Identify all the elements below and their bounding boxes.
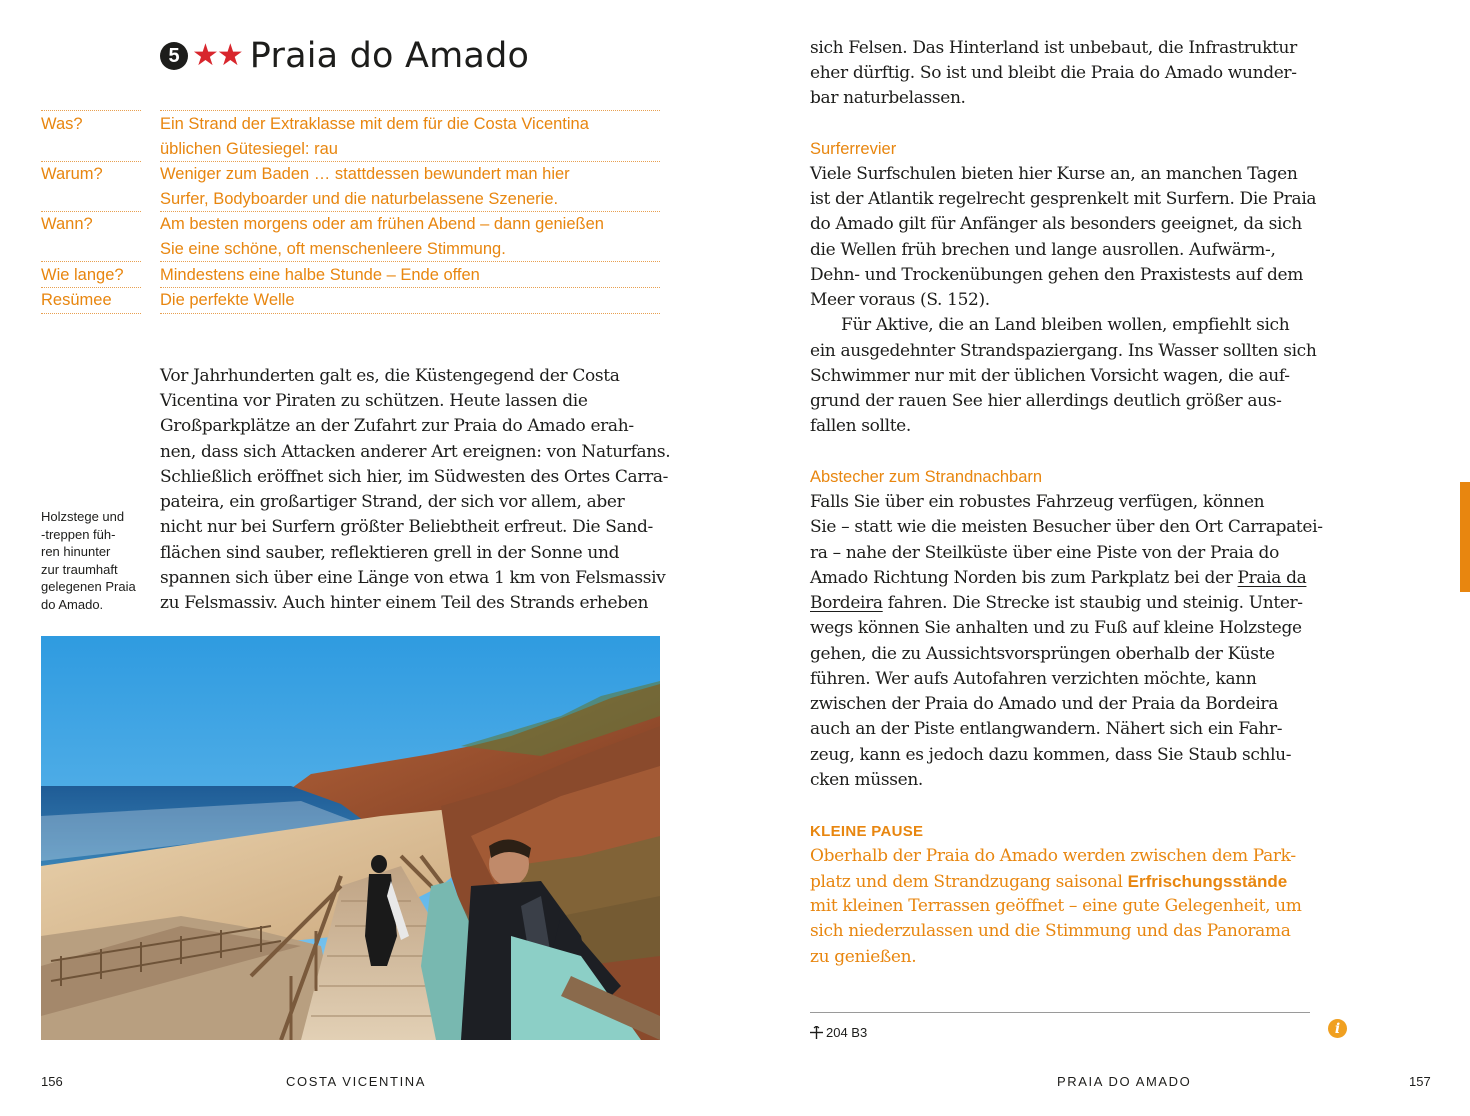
divider [160,261,660,262]
fact-label: Resümee [41,291,112,309]
text-line: spannen sich über eine Länge von etwa 1 km von Felsmassiv [160,568,666,588]
text-line: zeug, kann es jedoch dazu kommen, dass Sie Staub schlu- [810,745,1292,765]
text-line: Schwimmer nur mit der üblichen Vorsicht wagen, die auf- [810,366,1290,386]
text-line: Großparkplätze an der Zufahrt zur Praia do Amado erah- [160,416,634,436]
running-head-right: PRAIA DO AMADO [1057,1074,1192,1089]
text-line: fallen sollte. [810,416,911,436]
fact-value: Mindestens eine halbe Stunde – Ende offen [160,266,480,284]
fact-value: Sie eine schöne, oft menschenleere Stimmung. [160,240,506,258]
caption-line: gelegenen Praia [41,579,136,594]
divider [41,261,141,262]
text-span: platz und dem Strandzugang saisonal [810,872,1128,892]
text-line: gehen, die zu Aussichtsvorsprüngen oberhalb der Küste [810,644,1275,664]
text-line: Falls Sie über ein robustes Fahrzeug verfügen, können [810,492,1265,512]
beach-photo [41,636,660,1040]
text-line: zu Felsmassiv. Auch hinter einem Teil des Strands erheben [160,593,649,613]
text-line: eher dürftig. So ist und bleibt die Praia do Amado wunder- [810,63,1297,83]
page-number-left: 156 [41,1074,63,1089]
text-line: sich niederzulassen und die Stimmung und das Panorama [810,921,1291,941]
text-line: Schließlich eröffnet sich hier, im Südwesten des Ortes Carra- [160,467,669,487]
divider [160,110,660,111]
fact-label: Was? [41,115,83,133]
text-line: wegs können Sie anhalten und zu Fuß auf kleine Holzstege [810,618,1302,638]
link-bordeira[interactable]: Bordeira [810,593,883,613]
text-line: ist der Atlantik regelrecht gesprenkelt mit Surfern. Die Praia [810,189,1317,209]
fact-value: üblichen Gütesiegel: rau [160,140,338,158]
map-reference [810,1025,867,1040]
text-line: nicht nur bei Surfern größter Beliebtheit erfreut. Die Sand- [160,517,653,537]
fact-label: Warum? [41,165,103,183]
text-line: flächen sind sauber, reflektieren grell in der Sonne und [160,543,620,563]
text-line: Sie – statt wie die meisten Besucher über den Ort Carrapatei- [810,517,1323,537]
caption-line: -treppen füh- [41,527,116,542]
text-line [810,566,1306,591]
text-line: mit kleinen Terrassen geöffnet – eine gute Gelegenheit, um [810,896,1302,916]
rating-stars-icon: ★★ [192,38,242,73]
text-span: fahren. Die Strecke ist staubig und steinig. Unter- [882,593,1303,613]
divider [41,313,141,314]
text-line: Vor Jahrhunderten galt es, die Küstengegend der Costa [160,366,620,386]
text-line: auch an der Piste entlangwandern. Nähert sich ein Fahr- [810,719,1283,739]
divider [41,110,141,111]
entry-number-badge: 5 [160,42,188,70]
title-text: Praia do Amado [249,36,530,76]
text-line: pateira, ein großartiger Strand, der sich vor allem, aber [160,492,625,512]
caption-line: ren hinunter [41,544,111,559]
fact-value: Weniger zum Baden … stattdessen bewundert man hier [160,165,570,183]
fact-value: Die perfekte Welle [160,291,295,309]
map-reference-text: 204 B3 [826,1025,868,1040]
fact-label: Wann? [41,215,93,233]
text-line: ra – nahe der Steilküste über eine Piste von der Praia do [810,543,1279,563]
divider [810,1012,1310,1013]
caption-line: Holzstege und [41,509,125,524]
text-line: Viele Surfschulen bieten hier Kurse an, an manchen Tagen [810,164,1298,184]
text-line: Oberhalb der Praia do Amado werden zwischen dem Park- [810,846,1296,866]
map-compass-icon [810,1026,823,1039]
running-head-left: COSTA VICENTINA [286,1074,427,1089]
text-line: Vicentina vor Piraten zu schützen. Heute lassen die [160,391,588,411]
text-line: die Wellen früh brechen und lange ausrollen. Aufwärm-, [810,240,1276,260]
caption-line: zur traumhaft [41,562,118,577]
pause-heading: KLEINE PAUSE [810,823,924,840]
section-heading-abstecher: Abstecher zum Strandnachbarn [810,468,1043,486]
text-line: Meer voraus (S. 152). [810,290,990,310]
text-line [810,869,1287,895]
text-line: zu genießen. [810,947,917,967]
text-line: ein ausgedehnter Strandspaziergang. Ins Wasser sollten sich [810,341,1317,361]
divider [160,313,660,314]
text-line [810,591,1303,616]
text-span: Amado Richtung Norden bis zum Parkplatz bei der [810,568,1238,588]
text-line: führen. Wer aufs Autofahren verzichten möchte, kann [810,669,1257,689]
page-number-right: 157 [1409,1074,1431,1089]
text-line: grund der rauen See hier allerdings deutlich größer aus- [810,391,1282,411]
page-title [160,34,529,78]
fact-value: Am besten morgens oder am frühen Abend – dann genießen [160,215,604,233]
text-line: cken müssen. [810,770,923,790]
caption-line: do Amado. [41,597,104,612]
section-heading-surferrevier: Surferrevier [810,140,897,158]
text-line: nen, dass sich Attacken anderer Art ereignen: von Naturfans. [160,442,671,462]
text-line: bar naturbelassen. [810,88,966,108]
fact-value: Ein Strand der Extraklasse mit dem für die Costa Vicentina [160,115,589,133]
text-line: Für Aktive, die an Land bleiben wollen, empfiehlt sich [841,315,1290,335]
text-line: sich Felsen. Das Hinterland ist unbebaut, die Infrastruktur [810,38,1297,58]
text-line: Dehn- und Trockenübungen gehen den Praxistests auf dem [810,265,1304,285]
text-line: zwischen der Praia do Amado und der Praia da Bordeira [810,694,1278,714]
fact-value: Surfer, Bodyboarder und die naturbelassene Szenerie. [160,190,559,208]
thumb-index-tab [1460,482,1470,592]
info-icon[interactable]: i [1328,1019,1347,1038]
link-praia-da-bordeira[interactable]: Praia da [1237,568,1307,588]
fact-label: Wie lange? [41,266,124,284]
highlight-erfrischungsstaende: Erfrischungsstände [1127,872,1288,891]
text-line: do Amado gilt für Anfänger als besonders geeignet, da sich [810,214,1302,234]
